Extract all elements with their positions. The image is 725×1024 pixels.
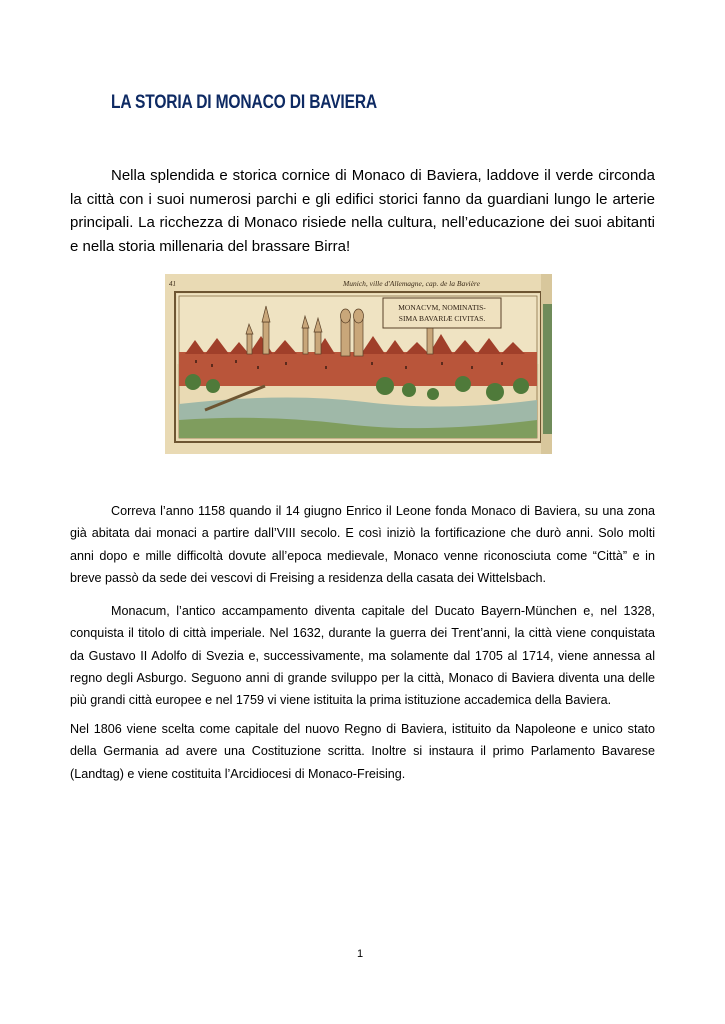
- munich-historical-engraving: [165, 274, 552, 454]
- history-paragraph: Nel 1806 viene scelta come capitale del nuovo Regno di Baviera, istituito da Napoleone e unico stato della Germania ad avere una Costituzione scritta. Inoltre si instaura il primo Parlamento Bavarese (Landtag) e viene costituita l’Arcidiocesi di Monaco-Freising.: [70, 722, 655, 781]
- intro-paragraph: Nella splendida e storica cornice di Monaco di Baviera, laddove il verde circonda la città con i suoi numerosi parchi e gli edifici storici fanno da guardiani lungo le arterie principali. La ricchezza di Monaco risiede nella cultura, nell’educazione dei suoi abitanti e nella storia millenaria del brassare Birra!: [70, 167, 655, 255]
- engraving-page-mark: 41: [169, 280, 176, 288]
- page-number: 1: [357, 948, 364, 960]
- engraving-banner-line-1: MONACVM, NOMINATIS-: [398, 303, 486, 312]
- page-title: LA STORIA DI MONACO DI BAVIERA: [111, 92, 378, 113]
- history-paragraph: Correva l’anno 1158 quando il 14 giugno Enrico il Leone fonda Monaco di Baviera, su una zona già abitata dai monaci a partire dall’VIII secolo. E così iniziò la fortificazione che durò anni. Solo molti anni dopo e mille difficoltà dovute all’epoca medievale, Monaco venne riconosciuta come “Città” e in breve passò da sede dei vescovi di Freising a residenza della casata dei Wittelsbach.: [70, 504, 655, 585]
- engraving-banner-line-2: SIMA BAVARIÆ CIVITAS.: [398, 314, 486, 323]
- engraving-handwritten-caption: Munich, ville d'Allemagne, cap. de la Bavière: [343, 279, 480, 288]
- history-paragraph: Monacum, l’antico accampamento diventa capitale del Ducato Bayern-München e, nel 1328, conquista il titolo di città imperiale. Nel 1632, durante la guerra dei Trent’anni, la città viene conquistata da Gustavo II Adolfo di Svezia e, successivamente, ma solamente dal 1705 al 1714, viene annessa al regno degli Asburgo. Seguono anni di grande sviluppo per la città, Monaco di Baviera diventa una delle più grandi città europee e nel 1759 vi viene istituita la prima istituzione accademica della Baviera.: [70, 604, 655, 708]
- engraving-illustration: [165, 274, 552, 454]
